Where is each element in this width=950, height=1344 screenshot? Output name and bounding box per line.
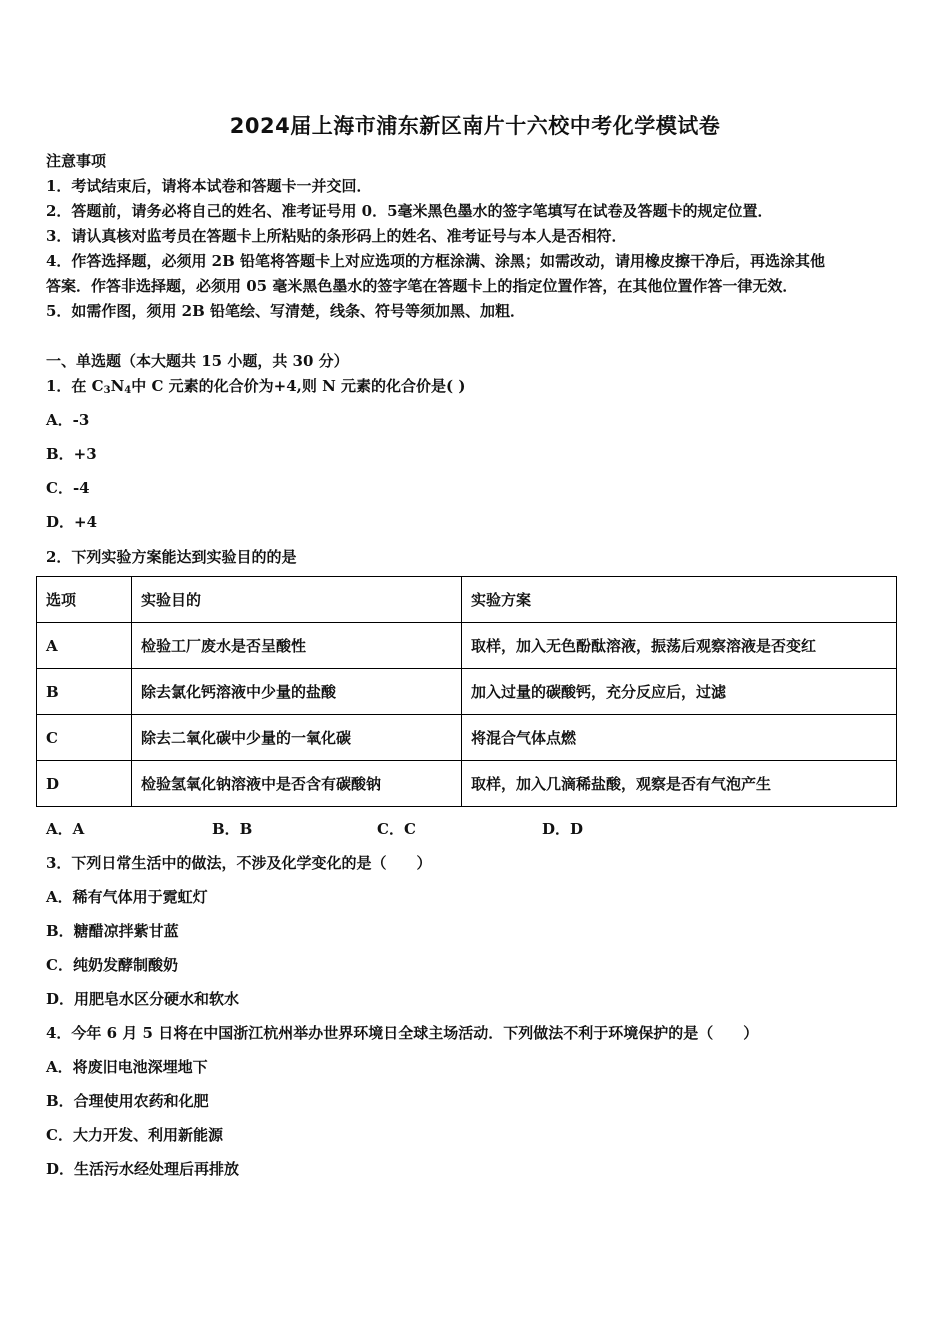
header-plan: 实验方案 bbox=[462, 577, 897, 623]
q1-prefix: 1．在 C bbox=[46, 377, 104, 395]
question-2-stem: 2．下列实验方案能达到实验目的的是 bbox=[46, 548, 297, 566]
question-1-stem bbox=[46, 376, 465, 396]
q2-option-d[interactable]: D．D bbox=[542, 820, 584, 838]
q3-option-a[interactable]: A．稀有气体用于霓虹灯 bbox=[46, 888, 208, 906]
notice-item: 答案．作答非选择题，必须用 05 毫米黑色墨水的签字笔在答题卡上的指定位置作答，在其他位置作答一律无效． bbox=[46, 277, 798, 295]
q3-option-b[interactable]: B．糖醋凉拌紫甘蓝 bbox=[46, 922, 179, 940]
q1-option-c[interactable]: C．-4 bbox=[46, 479, 90, 497]
q4-option-c[interactable]: C．大力开发、利用新能源 bbox=[46, 1126, 223, 1144]
q4-option-a[interactable]: A．将废旧电池深埋地下 bbox=[46, 1058, 208, 1076]
row-plan: 取样，加入无色酚酞溶液，振荡后观察溶液是否变红 bbox=[462, 623, 897, 669]
notice-item: 3．请认真核对监考员在答题卡上所粘贴的条形码上的姓名、准考证号与本人是否相符． bbox=[46, 227, 627, 245]
row-plan: 取样，加入几滴稀盐酸，观察是否有气泡产生 bbox=[462, 761, 897, 807]
row-option: D bbox=[37, 761, 132, 807]
section-heading: 一、单选题（本大题共 15 小题，共 30 分） bbox=[46, 352, 349, 370]
row-option: A bbox=[37, 623, 132, 669]
header-purpose: 实验目的 bbox=[132, 577, 462, 623]
q4-option-b[interactable]: B．合理使用农药和化肥 bbox=[46, 1092, 209, 1110]
q2-option-a[interactable]: A．A bbox=[46, 820, 85, 838]
table-header-row bbox=[37, 577, 897, 623]
notice-item: 5．如需作图，须用 2B 铅笔绘、写清楚，线条、符号等须加黑、加粗． bbox=[46, 302, 525, 320]
q4-option-d[interactable]: D．生活污水经处理后再排放 bbox=[46, 1160, 240, 1178]
q1-option-b[interactable]: B．+3 bbox=[46, 445, 97, 463]
q1-option-d[interactable]: D．+4 bbox=[46, 513, 98, 531]
row-purpose: 检验工厂废水是否呈酸性 bbox=[132, 623, 462, 669]
q3-option-c[interactable]: C．纯奶发酵制酸奶 bbox=[46, 956, 178, 974]
row-plan: 加入过量的碳酸钙，充分反应后，过滤 bbox=[462, 669, 897, 715]
q1-option-a[interactable]: A．-3 bbox=[46, 411, 90, 429]
q1-sub-4: 4 bbox=[124, 385, 132, 396]
q2-option-c[interactable]: C．C bbox=[377, 820, 416, 838]
notice-item: 4．作答选择题，必须用 2B 铅笔将答题卡上对应选项的方框涂满、涂黑；如需改动，请用橡皮擦干净后，再选涂其他 bbox=[46, 252, 826, 270]
row-purpose: 检验氢氧化钠溶液中是否含有碳酸钠 bbox=[132, 761, 462, 807]
q1-sub-3: 3 bbox=[103, 385, 111, 396]
header-option: 选项 bbox=[37, 577, 132, 623]
row-option: B bbox=[37, 669, 132, 715]
page-title: 2024届上海市浦东新区南片十六校中考化学模试卷 bbox=[229, 114, 721, 138]
table-row bbox=[37, 715, 897, 761]
table-row bbox=[37, 623, 897, 669]
notice-item: 1．考试结束后，请将本试卷和答题卡一并交回． bbox=[46, 177, 372, 195]
notice-heading: 注意事项 bbox=[46, 152, 107, 170]
table-row bbox=[37, 761, 897, 807]
question-3-stem: 3．下列日常生活中的做法，不涉及化学变化的是（ ） bbox=[46, 854, 432, 872]
table-row bbox=[37, 669, 897, 715]
q1-suffix: 中 C 元素的化合价为+4,则 N 元素的化合价是( ) bbox=[131, 377, 466, 395]
notice-item: 2．答题前，请务必将自己的姓名、准考证号用 0．5毫米黑色墨水的签字笔填写在试卷及答题卡的规定位置． bbox=[46, 202, 773, 220]
q3-option-d[interactable]: D．用肥皂水区分硬水和软水 bbox=[46, 990, 240, 1008]
row-plan: 将混合气体点燃 bbox=[462, 715, 897, 761]
question-4-stem: 4．今年 6 月 5 日将在中国浙江杭州举办世界环境日全球主场活动．下列做法不利于环境保护的是（ ） bbox=[46, 1024, 759, 1042]
q2-option-b[interactable]: B．B bbox=[212, 820, 253, 838]
experiment-table bbox=[36, 576, 897, 807]
row-purpose: 除去氯化钙溶液中少量的盐酸 bbox=[132, 669, 462, 715]
row-option: C bbox=[37, 715, 132, 761]
q1-mid: N bbox=[110, 377, 125, 395]
row-purpose: 除去二氧化碳中少量的一氧化碳 bbox=[132, 715, 462, 761]
